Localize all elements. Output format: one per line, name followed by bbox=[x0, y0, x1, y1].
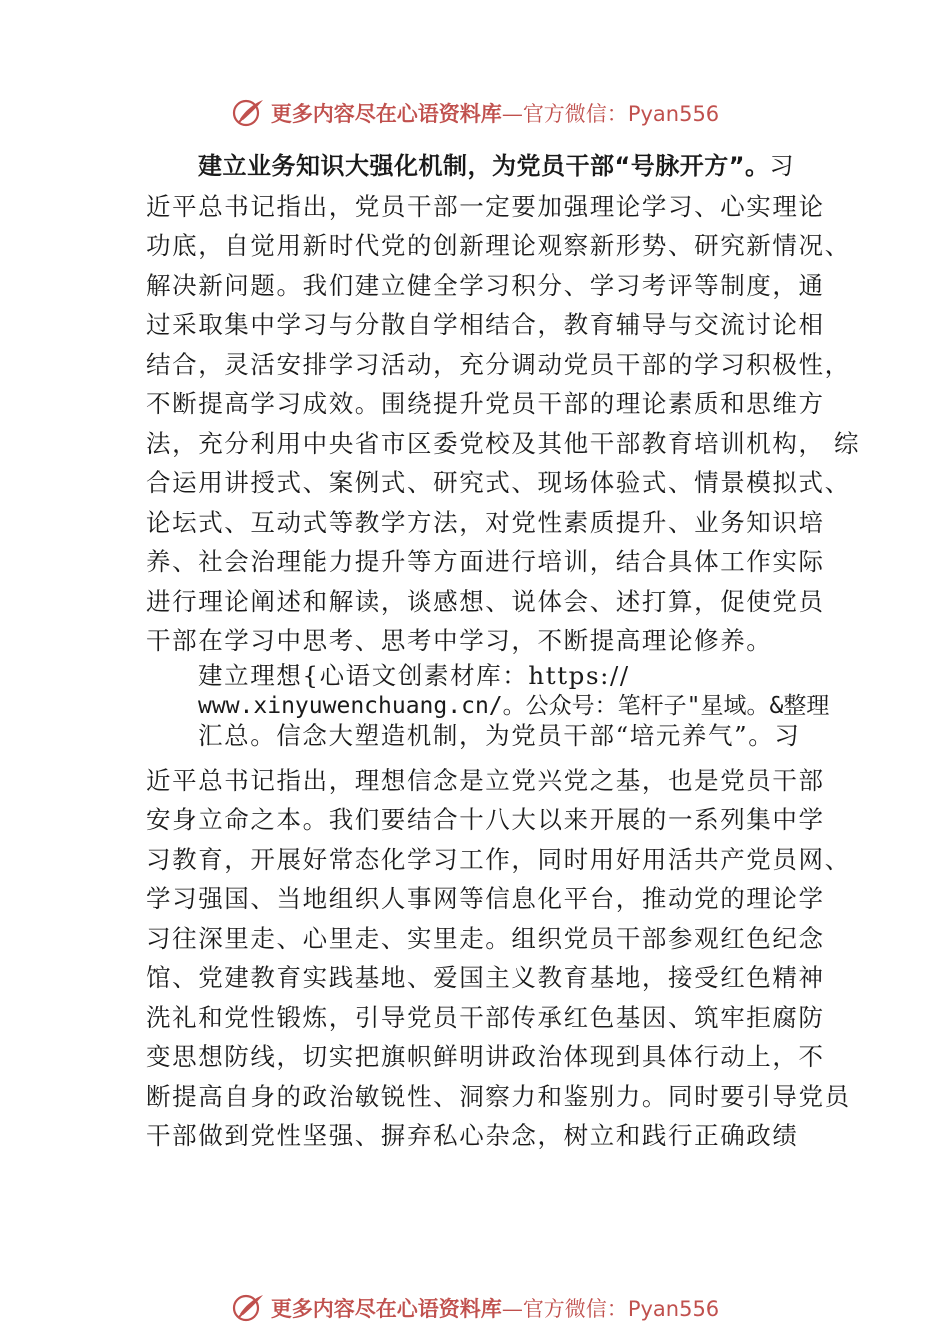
paragraph1-line: 过采取集中学习与分散自学相结合，教育辅导与交流讨论相 bbox=[146, 310, 825, 339]
paragraph1-line: 干部在学习中思考、思考中学习，不断提高理论修养。 bbox=[146, 626, 773, 655]
header-separator: — bbox=[501, 102, 523, 126]
footer-separator: — bbox=[501, 1297, 523, 1321]
footer-banner-text bbox=[271, 1293, 719, 1323]
paragraph1-heading-tail: 习 bbox=[769, 152, 795, 180]
paragraph1-line: 近平总书记指出，党员干部一定要加强理论学习、心实理论 bbox=[146, 191, 825, 221]
paragraph1-line: 功底，自觉用新时代党的创新理论观察新形势、研究新情况、 bbox=[146, 231, 851, 260]
paragraph2-line: 干部做到党性坚强、摒弃私心杂念，树立和践行正确政绩 bbox=[146, 1121, 799, 1150]
paragraph2-indented-line: 汇总。信念大塑造机制，为党员干部“培元养气”。习 bbox=[198, 720, 801, 750]
paragraph1-line: 进行理论阐述和解读，谈感想、说体会、述打算，促使党员 bbox=[146, 586, 825, 616]
paragraph1-line: 不断提高学习成效。围绕提升党员干部的理论素质和思维方 bbox=[146, 389, 825, 418]
header-banner bbox=[0, 93, 950, 133]
header-banner-text bbox=[271, 98, 719, 128]
paragraph1-heading-line bbox=[146, 147, 846, 187]
paragraph2-line: 变思想防线，切实把旗帜鲜明讲政治体现到具体行动上，不 bbox=[146, 1042, 825, 1071]
paragraph1-line: 合运用讲授式、案例式、研究式、现场体验式、情景模拟式、 bbox=[146, 468, 851, 497]
document-body bbox=[146, 147, 861, 1156]
paragraph2-line: 断提高自身的政治敏锐性、洞察力和鉴别力。同时要引导党员 bbox=[146, 1081, 851, 1111]
paragraph1-line: 解决新问题。我们建立健全学习积分、学习考评等制度，通 bbox=[146, 270, 825, 300]
paragraph1-line: 法，充分利用中央省市区委党校及其他干部教育培训机构， 综 bbox=[146, 428, 861, 458]
paragraph1-line: 论坛式、互动式等教学方法，对党性素质提升、业务知识培 bbox=[146, 507, 825, 537]
paragraph2-line: 近平总书记指出，理想信念是立党兴党之基，也是党员干部 bbox=[146, 765, 825, 795]
footer-wechat-id: Pyan556 bbox=[627, 1297, 720, 1321]
quill-logo-icon bbox=[231, 95, 267, 131]
paragraph2-line: 习往深里走、心里走、实里走。组织党员干部参观红色纪念 bbox=[146, 923, 825, 953]
header-wechat-id: Pyan556 bbox=[627, 102, 720, 126]
paragraph2-indented-line: 建立理想{心语文创素材库：https:// bbox=[198, 660, 630, 690]
paragraph1-line: 结合，灵活安排学习活动，充分调动党员干部的学习积极性， bbox=[146, 349, 851, 379]
header-official-label: 官方微信： bbox=[522, 102, 628, 126]
paragraph2-line: 学习强国、当地组织人事网等信息化平台，推动党的理论学 bbox=[146, 884, 825, 913]
paragraph2-line: 洗礼和党性锻炼，引导党员干部传承红色基因、筑牢拒腐防 bbox=[146, 1002, 825, 1032]
paragraph2-line: 安身立命之本。我们要结合十八大以来开展的一系列集中学 bbox=[146, 805, 825, 834]
paragraph1-heading: 建立业务知识大强化机制，为党员干部“号脉开方”。 bbox=[198, 152, 770, 180]
quill-logo-icon bbox=[231, 1290, 267, 1326]
footer-banner bbox=[0, 1288, 950, 1328]
paragraph1-line: 养、社会治理能力提升等方面进行培训，结合具体工作实际 bbox=[146, 547, 825, 576]
header-brand-text: 更多内容尽在心语资料库 bbox=[270, 101, 502, 126]
footer-official-label: 官方微信： bbox=[522, 1297, 628, 1321]
paragraph2-line: 习教育，开展好常态化学习工作，同时用好用活共产党员网、 bbox=[146, 844, 851, 874]
footer-brand-text: 更多内容尽在心语资料库 bbox=[270, 1296, 502, 1321]
paragraph2-url-line: www.xinyuwenchuang.cn/。公众号：笔杆子"星域。&整理 bbox=[198, 692, 830, 719]
paragraph2-line: 馆、党建教育实践基地、爱国主义教育基地，接受红色精神 bbox=[146, 963, 825, 992]
